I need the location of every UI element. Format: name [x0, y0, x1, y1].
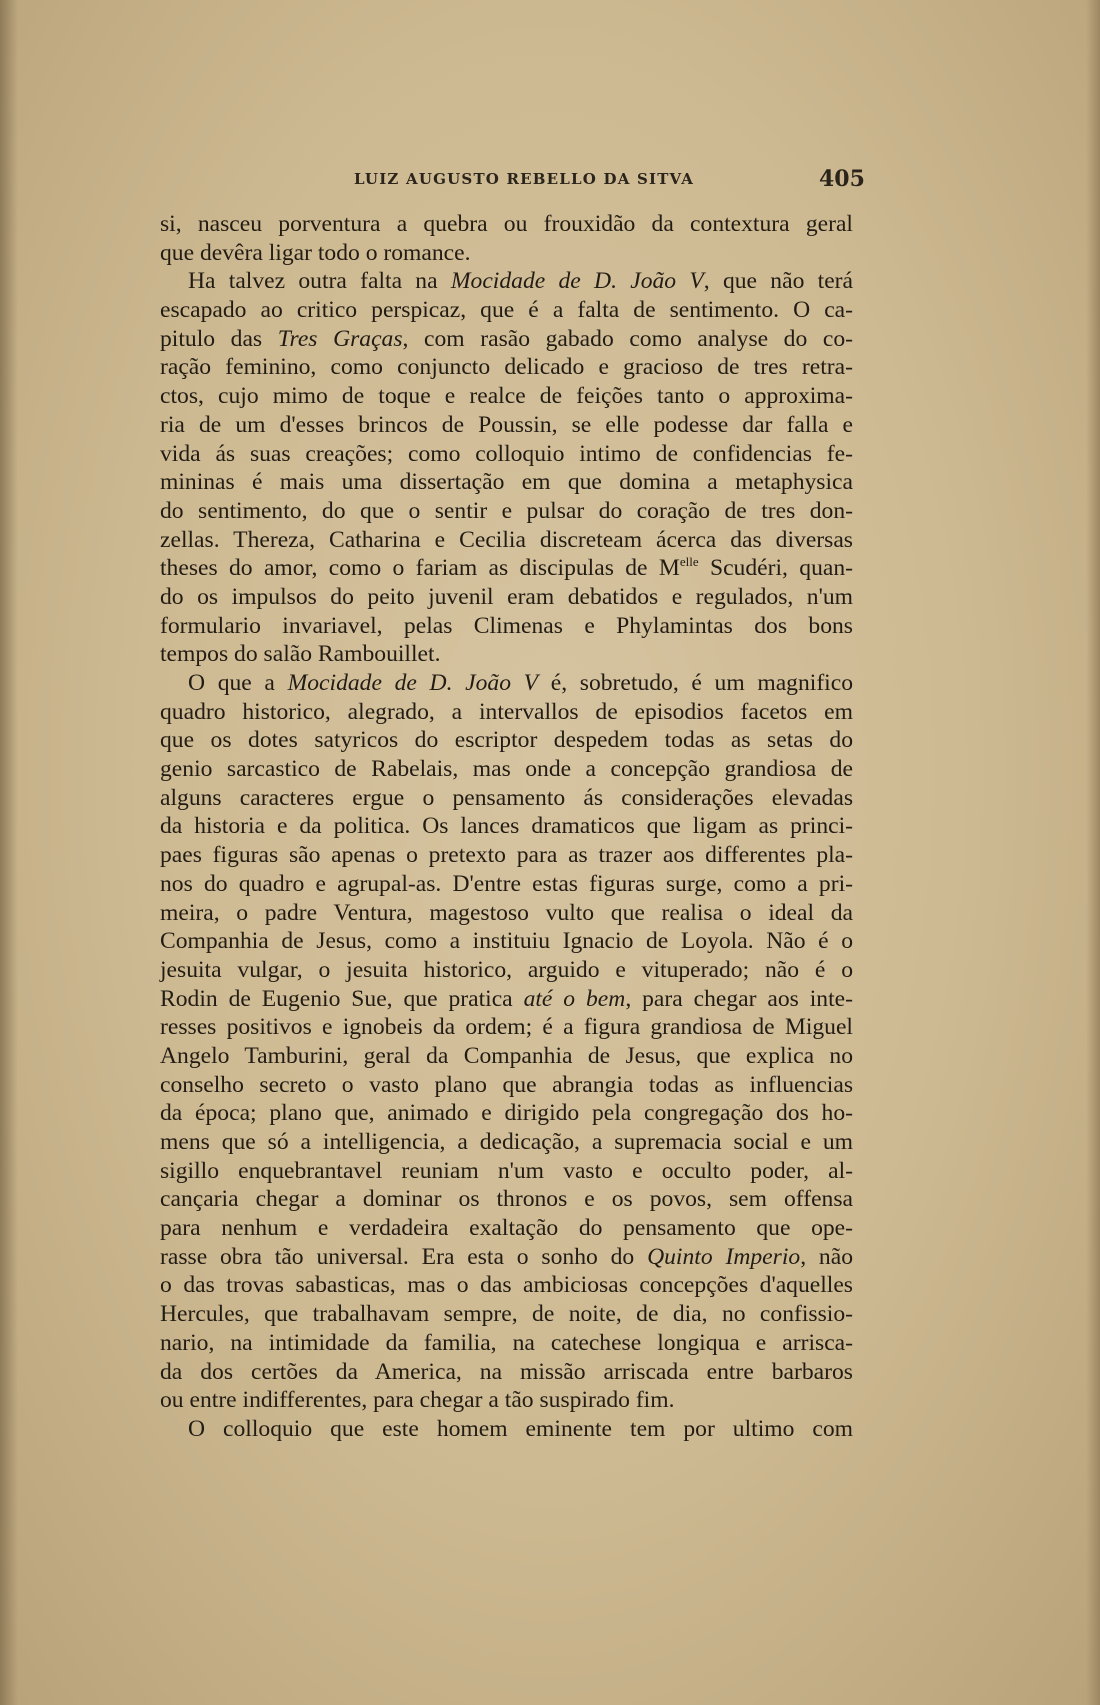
text-line: sigillo enquebrantavel reuniam n'um vasto e occulto poder, al- — [160, 1157, 853, 1184]
text-line: ria de um d'esses brincos de Poussin, se elle podesse dar falla e — [160, 411, 853, 438]
text-line: do os impulsos do peito juvenil eram debatidos e regulados, n'um — [160, 583, 853, 610]
text-line: que devêra ligar todo o romance. — [160, 239, 471, 266]
text-line: nario, na intimidade da familia, na catechese longiqua e arrisca- — [160, 1329, 853, 1356]
text-line: ctos, cujo mimo de toque e realce de feições tanto o approxima- — [160, 383, 853, 410]
page-edge-shadow-left — [0, 0, 18, 1705]
text-line: O que a Mocidade de D. João V é, sobretudo, é um magnifico — [188, 670, 853, 696]
text-line: genio sarcastico de Rabelais, mas onde a concepção grandiosa de — [160, 756, 853, 783]
text-line: da historia e da politica. Os lances dramaticos que ligam as princi- — [160, 813, 853, 840]
text-line: Angelo Tamburini, geral da Companhia de Jesus, que explica no — [160, 1042, 853, 1069]
text-line: da dos certões da America, na missão arriscada entre barbaros — [160, 1358, 853, 1385]
text-line: conselho secreto o vasto plano que abrangia todas as influencias — [160, 1071, 853, 1098]
text-line: ração feminino, como conjuncto delicado e gracioso de tres retra- — [160, 354, 853, 381]
text-line: zellas. Thereza, Catharina e Cecilia discreteam ácerca das diversas — [160, 526, 853, 553]
page-number: 405 — [819, 166, 865, 192]
running-head: LUIZ AUGUSTO REBELLO DA SITVA — [354, 170, 695, 188]
body-text — [160, 210, 853, 1444]
text-line: ou entre indifferentes, para chegar a tão suspirado fim. — [160, 1387, 675, 1414]
text-line: mininas é mais uma dissertação em que domina a metaphysica — [160, 469, 853, 496]
text-line: pitulo das Tres Graças, com rasão gabado como analyse do co- — [160, 325, 853, 352]
text-line: O colloquio que este homem eminente tem por ultimo com — [188, 1415, 853, 1442]
text-line: da época; plano que, animado e dirigido pela congregação dos ho- — [160, 1100, 853, 1127]
text-line: do sentimento, do que o sentir e pulsar do coração de tres don- — [160, 497, 853, 524]
text-line: escapado ao critico perspicaz, que é a falta de sentimento. O ca- — [160, 297, 853, 324]
text-line: paes figuras são apenas o pretexto para as trazer aos differentes pla- — [160, 842, 853, 869]
text-line: para nenhum e verdadeira exaltação do pensamento que ope- — [160, 1215, 853, 1242]
text-line: meira, o padre Ventura, magestoso vulto que realisa o ideal da — [160, 899, 853, 926]
text-line: mens que só a intelligencia, a dedicação, a supremacia social e um — [160, 1129, 853, 1155]
text-line: que os dotes satyricos do escriptor despedem todas as setas do — [160, 727, 853, 754]
page-edge-shadow-right — [1086, 0, 1100, 1705]
text-line: theses do amor, como o fariam as discipulas de $M^{elle}$ Scudéri, quan- — [160, 554, 853, 582]
text-line: jesuita vulgar, o jesuita historico, arguido e vituperado; não é o — [160, 956, 853, 983]
text-line: alguns caracteres ergue o pensamento ás considerações elevadas — [160, 784, 853, 811]
text-line: resses positivos e ignobeis da ordem; é a figura grandiosa de Miguel — [160, 1014, 853, 1041]
text-line: nos do quadro e agrupal-as. D'entre estas figuras surge, como a pri- — [160, 870, 853, 897]
text-line: formulario invariavel, pelas Climenas e Phylamintas dos bons — [160, 612, 853, 639]
text-line: quadro historico, alegrado, a intervallos de episodios facetos em — [160, 698, 853, 725]
text-line: Hercules, que trabalhavam sempre, de noite, de dia, no confissio- — [160, 1301, 853, 1328]
text-line: si, nasceu porventura a quebra ou frouxidão da contextura geral — [160, 211, 853, 237]
text-line: tempos do salão Rambouillet. — [160, 641, 441, 668]
text-line: Ha talvez outra falta na Mocidade de D. João V, que não terá — [188, 268, 853, 295]
text-line: Companhia de Jesus, como a instituiu Ignacio de Loyola. Não é o — [160, 928, 853, 955]
text-line: vida ás suas creações; como colloquio intimo de confidencias fe- — [160, 440, 853, 467]
text-line: Rodin de Eugenio Sue, que pratica até o bem, para chegar aos inte- — [160, 985, 853, 1012]
page-header — [160, 166, 865, 196]
text-line: o das trovas sabasticas, mas o das ambiciosas concepções d'aquelles — [160, 1272, 853, 1299]
text-line: rasse obra tão universal. Era esta o sonho do Quinto Imperio, não — [160, 1243, 853, 1270]
text-line: cançaria chegar a dominar os thronos e os povos, sem offensa — [160, 1186, 853, 1213]
